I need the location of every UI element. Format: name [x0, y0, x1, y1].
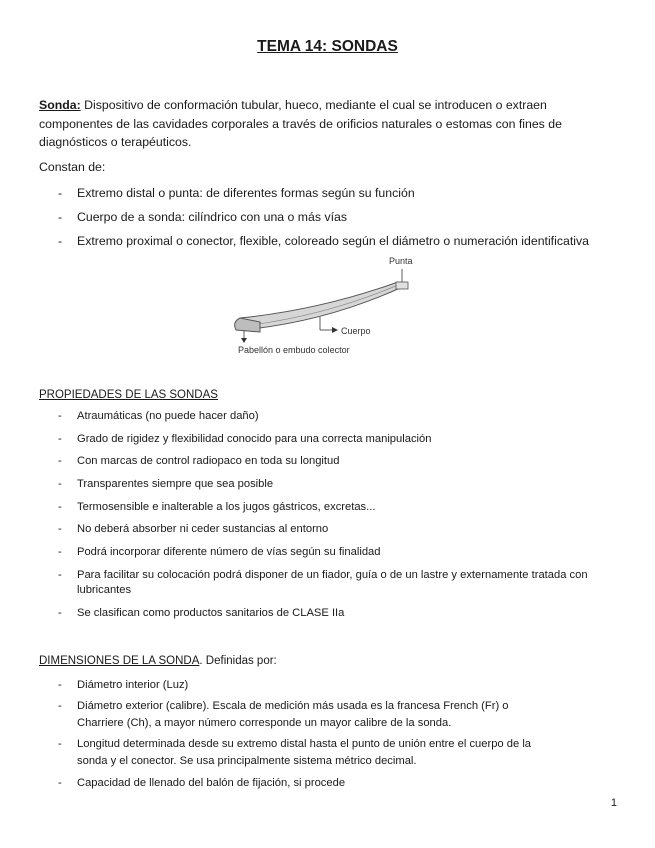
dimensions-list: [39, 677, 629, 796]
body-label: Cuerpo: [341, 326, 371, 336]
list-item: - Para facilitar su colocación podrá disponer de un fiador, guía o de un lastre y externamente tratada con lubricantes: [58, 568, 588, 596]
dash-bullet: -: [58, 679, 62, 691]
catheter-diagram: [230, 252, 420, 362]
definition-text: Dispositivo de conformación tubular, hueco, mediante el cual se introducen o extraen componentes de las cavidades corporales a través de orificios naturales o estomas con fines de diagnósticos o terapéuticos.: [39, 98, 562, 149]
tip-label: Punta: [389, 256, 413, 266]
dash-bullet: -: [58, 568, 62, 581]
constan-label: Constan de:: [39, 160, 106, 174]
dash-bullet: -: [58, 700, 62, 713]
list-item: - Diámetro exterior (calibre). Escala de medición más usada es la francesa French (Fr) o Charriere (Ch), a mayor número corresponde un mayor calibre de la sonda.: [58, 700, 509, 730]
list-item: - Capacidad de llenado del balón de fijación, si procede: [39, 775, 629, 792]
dash-bullet: -: [58, 410, 62, 422]
dash-bullet: -: [58, 210, 63, 224]
list-item: - Extremo proximal o conector, flexible, coloreado según el diámetro o numeración identificativa: [39, 229, 629, 253]
list-item: - Con marcas de control radiopaco en toda su longitud: [58, 455, 340, 468]
dash-bullet: -: [58, 546, 62, 559]
list-item: - Podrá incorporar diferente número de vías según su finalidad: [58, 546, 381, 559]
parts-list: [39, 181, 629, 253]
dimensions-heading: DIMENSIONES DE LA SONDA. Definidas por:: [39, 655, 277, 667]
definition-paragraph: [39, 96, 624, 152]
page-title: TEMA 14: SONDAS: [257, 38, 398, 55]
dash-bullet: -: [58, 234, 63, 248]
page-number: 1: [610, 797, 617, 809]
list-item: - Atraumáticas (no puede hacer daño): [58, 410, 259, 422]
catheter-illustration: [230, 252, 420, 362]
dash-bullet: -: [58, 606, 62, 619]
dash-bullet: -: [58, 478, 62, 491]
list-item: - Longitud determinada desde su extremo distal hasta el punto de unión entre el cuerpo de la sonda y el conector. Se usa principalmente sistema métrico decimal.: [58, 738, 532, 768]
list-item: - No deberá absorber ni ceder sustancias al entorno: [58, 523, 329, 536]
list-item: - Termosensible e inalterable a los jugos gástricos, excretas...: [58, 500, 376, 513]
dash-bullet: -: [58, 776, 62, 789]
list-item: - Transparentes siempre que sea posible: [58, 478, 274, 491]
list-item: - Diámetro interior (Luz): [39, 677, 629, 694]
list-item: - Extremo distal o punta: de diferentes formas según su función: [39, 181, 629, 205]
dash-bullet: -: [58, 455, 62, 468]
dash-bullet: -: [58, 186, 63, 200]
dash-bullet: -: [58, 523, 62, 536]
properties-list: [39, 409, 629, 628]
definition-term: Sonda:: [39, 98, 81, 112]
list-item: - Cuerpo de a sonda: cilíndrico con una o más vías: [39, 205, 629, 229]
properties-heading: PROPIEDADES DE LAS SONDAS: [39, 389, 218, 401]
dash-bullet: -: [58, 500, 62, 513]
dash-bullet: -: [58, 738, 62, 751]
list-item: - Grado de rigidez y flexibilidad conocido para una correcta manipulación: [58, 432, 432, 445]
dash-bullet: -: [58, 432, 62, 445]
pavilion-label: Pabellón o embudo colector: [238, 345, 350, 355]
list-item: - Se clasifican como productos sanitarios de CLASE IIa: [58, 606, 345, 619]
